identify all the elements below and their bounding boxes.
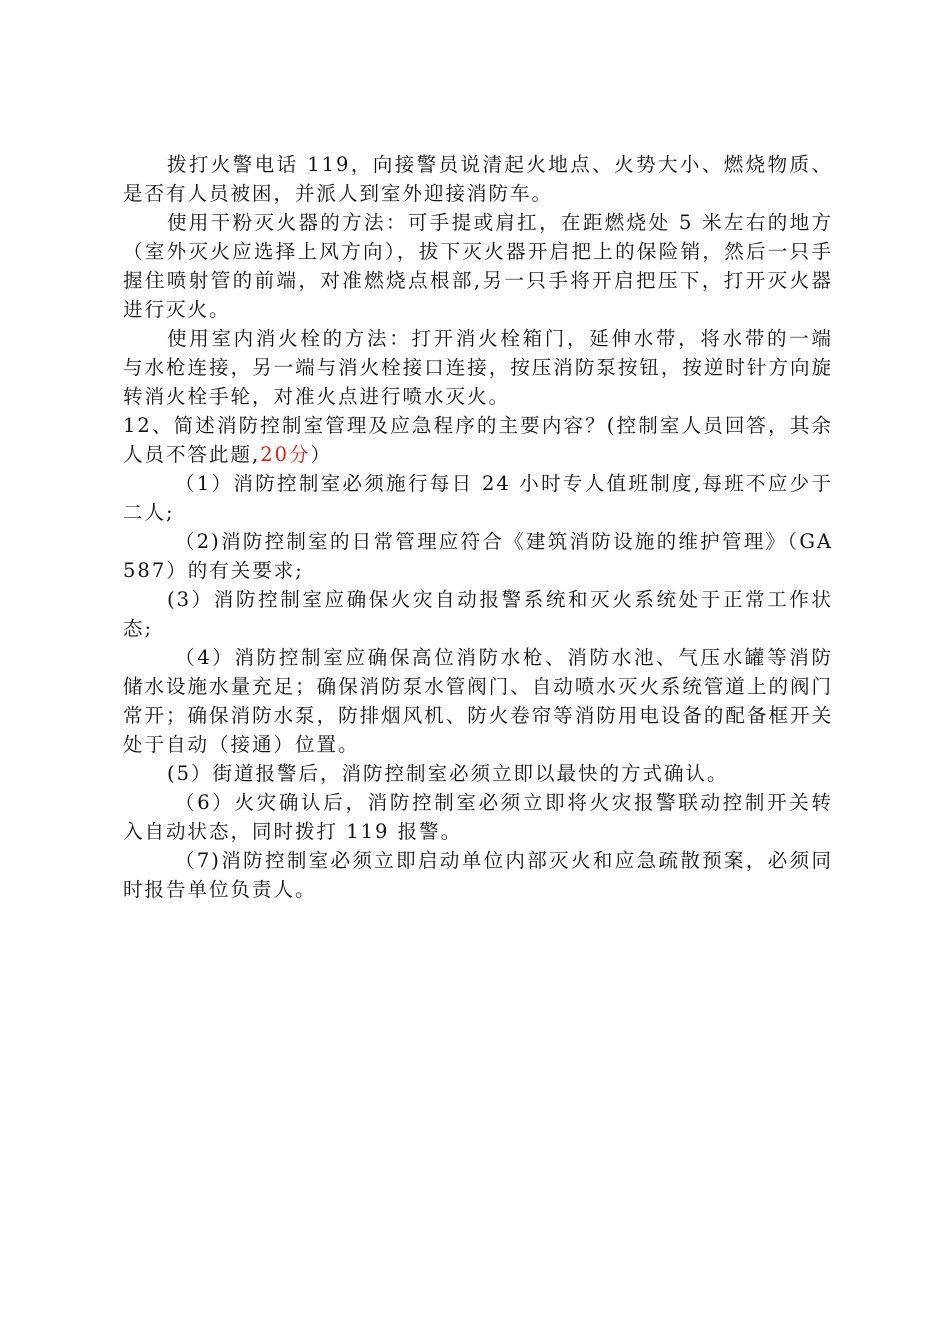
paragraph-call-119: 拨打火警电话 119，向接警员说清起火地点、火势大小、燃烧物质、是否有人员被困，并派人到室外迎接消防车。 [123,153,833,205]
document-body [123,150,833,904]
answer-item-3: (3）消防控制室应确保火灾自动报警系统和灭火系统处于正常工作状态; [123,588,833,640]
question-12 [123,411,833,469]
answer-item-1: （1）消防控制室必须施行每日 24 小时专人值班制度,每班不应少于二人; [123,472,833,524]
question-close: ） [310,443,333,466]
answer-item-4: （4）消防控制室应确保高位消防水枪、消防水池、气压水罐等消防储水设施水量充足；确保消防泵水管阀门、自动喷水灭火系统管道上的阀门常开；确保消防水泵，防排烟风机、防火卷帘等消防用电设备的配备框开关处于自动（接通）位置。 [123,646,833,756]
answer-item-7: （7)消防控制室必须立即启动单位内部灭火和应急疏散预案，必须同时报告单位负责人。 [123,849,833,901]
paragraph-indoor-hydrant: 使用室内消火栓的方法：打开消火栓箱门，延伸水带，将水带的一端与水枪连接，另一端与消火栓接口连接，按压消防泵按钮，按逆时针方向旋转消火栓手轮，对准火点进行喷水灭火。 [123,327,833,408]
paragraph-dry-powder-extinguisher: 使用干粉灭火器的方法：可手提或肩扛，在距燃烧处 5 米左右的地方（室外灭火应选择上风方向），拔下灭火器开启把上的保险销，然后一只手握住喷射管的前端，对准燃烧点根部,另一只手将开启把压下，打开灭火器进行灭火。 [123,211,833,321]
answer-item-2: （2)消防控制室的日常管理应符合《建筑消防设施的维护管理》（GA 587）的有关要求; [123,530,833,582]
answer-item-5: (5）街道报警后，消防控制室必须立即以最快的方式确认。 [167,762,729,785]
question-text: 12、简述消防控制室管理及应急程序的主要内容？(控制室人员回答，其余人员不答此题, [123,414,833,466]
answer-item-6: （6）火灾确认后，消防控制室必须立即将火灾报警联动控制开关转入自动状态，同时拨打 119 报警。 [123,791,833,843]
question-score: 20分 [260,443,311,466]
